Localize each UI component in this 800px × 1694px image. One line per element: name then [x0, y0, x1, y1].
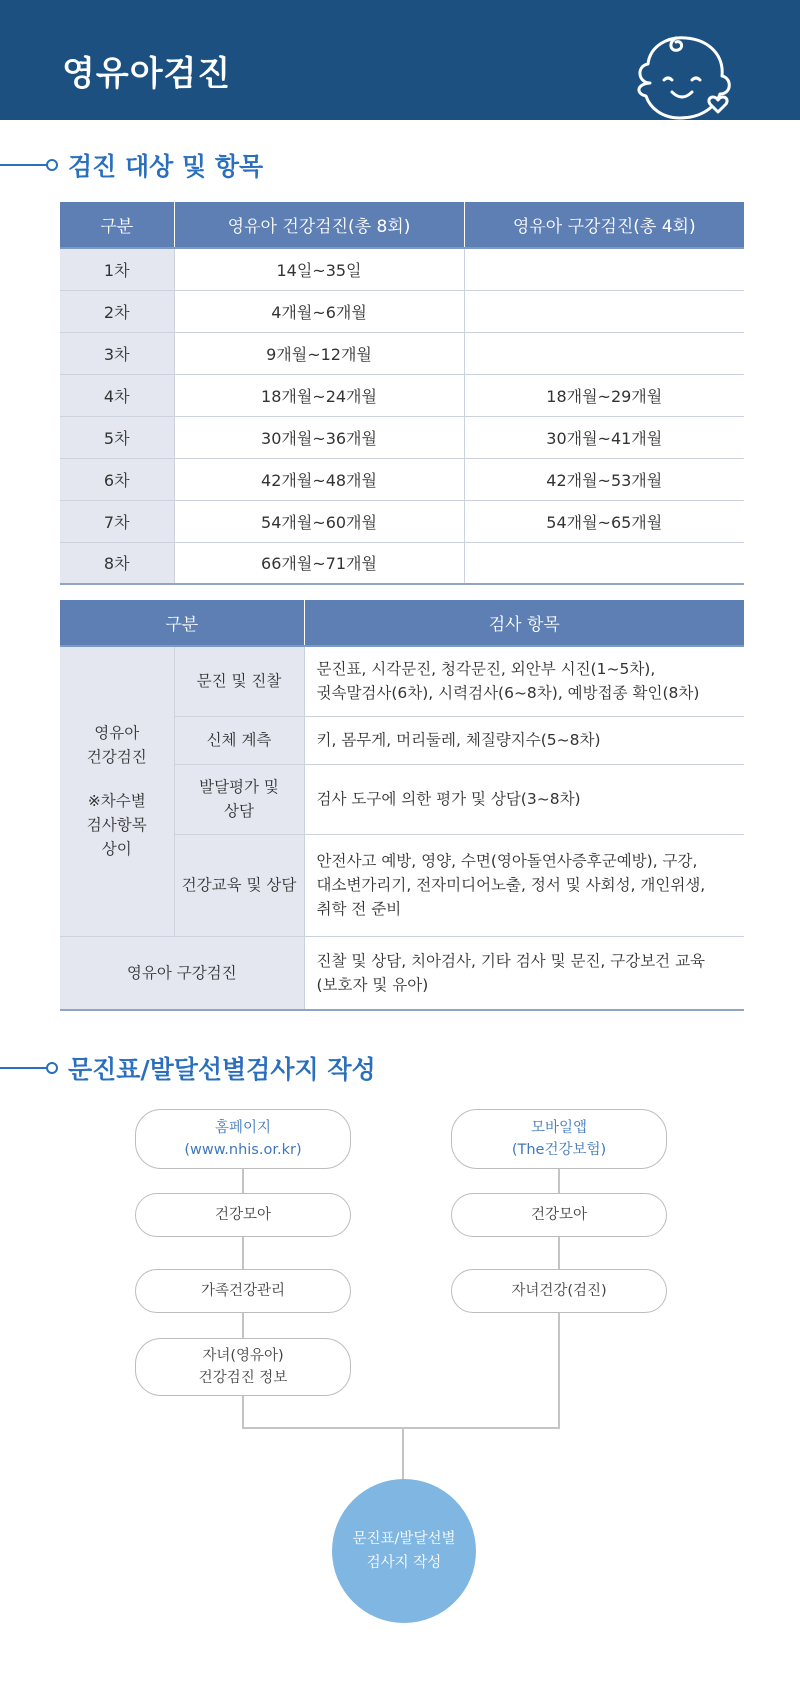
content-line: 대소변가리기, 전자미디어노출, 정서 및 사회성, 개인위생, — [316, 876, 706, 894]
table-cell — [464, 542, 744, 584]
row-label: 1차 — [60, 248, 174, 290]
group-label-line: 영유아 — [94, 724, 140, 743]
group-label — [60, 646, 174, 936]
page-header — [0, 0, 800, 120]
table-cell: 18개월~29개월 — [464, 374, 744, 416]
table-cell — [304, 764, 744, 834]
content-line: (보호자 및 유아) — [316, 975, 429, 994]
flow-box-child-health — [451, 1269, 667, 1313]
flow-final-circle — [332, 1479, 476, 1623]
table-cell: 4개월~6개월 — [174, 290, 464, 332]
flow-connector — [242, 1427, 560, 1429]
table-header: 영유아 구강검진(총 4회) — [464, 202, 744, 248]
flow-connector — [242, 1396, 244, 1428]
flow-box-health-moa — [451, 1193, 667, 1237]
row-label: 4차 — [60, 374, 174, 416]
row-label: 8차 — [60, 542, 174, 584]
section-heading-form — [0, 1050, 376, 1086]
section-title: 검진 대상 및 항목 — [68, 152, 264, 181]
row-label: 건강교육 및 상담 — [174, 834, 304, 936]
row-label: 3차 — [60, 332, 174, 374]
section-heading-exam — [0, 147, 263, 183]
exam-schedule-table — [60, 202, 744, 585]
flow-text: (www.nhis.or.kr) — [184, 1142, 302, 1158]
table-row — [60, 416, 744, 458]
flow-connector — [402, 1427, 404, 1481]
table-row — [60, 458, 744, 500]
row-label-line: 상담 — [224, 802, 254, 820]
flow-text: 홈페이지 — [214, 1120, 272, 1136]
table-header: 구분 — [60, 600, 304, 646]
table-cell: 30개월~41개월 — [464, 416, 744, 458]
group-label-line: 건강검진 — [86, 748, 147, 767]
table-cell: 18개월~24개월 — [174, 374, 464, 416]
row-label — [174, 764, 304, 834]
heart-icon — [709, 97, 727, 112]
table-cell: 54개월~60개월 — [174, 500, 464, 542]
section-line — [0, 164, 48, 166]
baby-face-icon — [620, 28, 740, 120]
table-row — [60, 374, 744, 416]
table-header: 영유아 건강검진(총 8회) — [174, 202, 464, 248]
spacer — [60, 769, 174, 789]
table-cell — [304, 646, 744, 716]
table-cell: 42개월~48개월 — [174, 458, 464, 500]
flow-box-family-health — [135, 1269, 351, 1313]
flow-text: (The건강보험) — [511, 1142, 607, 1158]
section-title: 문진표/발달선별검사지 작성 — [68, 1055, 376, 1084]
table-cell — [304, 834, 744, 936]
table-row — [60, 290, 744, 332]
row-label: 문진 및 진찰 — [174, 646, 304, 716]
row-label: 7차 — [60, 500, 174, 542]
flow-connector — [558, 1313, 560, 1428]
flow-connector — [242, 1313, 244, 1338]
flow-box-homepage — [135, 1109, 351, 1169]
flow-text: 가족건강관리 — [200, 1283, 286, 1299]
flow-text: 모바일앱 — [530, 1120, 588, 1136]
table-header: 검사 항목 — [304, 600, 744, 646]
content-line: 안전사고 예방, 영양, 수면(영아돌연사증후군예방), 구강, — [316, 852, 698, 870]
content-line: 키, 몸무게, 머리둘레, 체질량지수(5~8차) — [316, 731, 601, 749]
flow-text: 건강모아 — [530, 1207, 588, 1223]
row-label: 2차 — [60, 290, 174, 332]
table-row — [60, 500, 744, 542]
table-row — [60, 646, 744, 716]
table-cell: 30개월~36개월 — [174, 416, 464, 458]
table-cell — [464, 332, 744, 374]
table-cell — [304, 716, 744, 764]
group-note-line: 상이 — [101, 840, 132, 859]
table-cell: 14일~35일 — [174, 248, 464, 290]
flow-text: 건강검진 정보 — [198, 1370, 288, 1386]
row-label: 신체 계측 — [174, 716, 304, 764]
group-note-line: ※차수별 — [87, 792, 146, 811]
table-cell — [464, 248, 744, 290]
table-cell: 54개월~65개월 — [464, 500, 744, 542]
flow-text: 자녀건강(검진) — [511, 1283, 607, 1299]
flow-text: 자녀(영유아) — [202, 1348, 284, 1364]
page-title: 영유아검진 — [62, 54, 232, 94]
content-line: 취학 전 준비 — [316, 900, 402, 918]
table-row — [60, 248, 744, 290]
flow-connector — [242, 1237, 244, 1269]
content-line: 검사 도구에 의한 평가 및 상담(3~8차) — [316, 790, 581, 808]
content-line: 귓속말검사(6차), 시력검사(6~8차), 예방접종 확인(8차) — [316, 684, 700, 703]
table-cell — [464, 290, 744, 332]
table-header: 구분 — [60, 202, 174, 248]
exam-items-table — [60, 600, 744, 1011]
flow-box-health-moa — [135, 1193, 351, 1237]
table-cell: 9개월~12개월 — [174, 332, 464, 374]
group-note-line: 검사항목 — [86, 816, 147, 835]
flow-final-text: 검사지 작성 — [366, 1555, 442, 1571]
table-row — [60, 332, 744, 374]
row-label: 5차 — [60, 416, 174, 458]
flow-text: 건강모아 — [214, 1207, 272, 1223]
table-row — [60, 542, 744, 584]
row-label: 영유아 구강검진 — [60, 936, 304, 1010]
table-cell — [304, 936, 744, 1010]
flow-connector — [558, 1237, 560, 1269]
row-label-line: 발달평가 및 — [199, 778, 279, 796]
flow-box-mobile-app — [451, 1109, 667, 1169]
table-cell: 66개월~71개월 — [174, 542, 464, 584]
flow-box-child-info — [135, 1338, 351, 1396]
table-row — [60, 936, 744, 1010]
section-line — [0, 1067, 48, 1069]
content-line: 진찰 및 상담, 치아검사, 기타 검사 및 문진, 구강보건 교육 — [316, 951, 706, 970]
content-line: 문진표, 시각문진, 청각문진, 외안부 시진(1~5차), — [316, 660, 656, 679]
row-label: 6차 — [60, 458, 174, 500]
table-cell: 42개월~53개월 — [464, 458, 744, 500]
flow-final-text: 문진표/발달선별 — [352, 1531, 456, 1547]
